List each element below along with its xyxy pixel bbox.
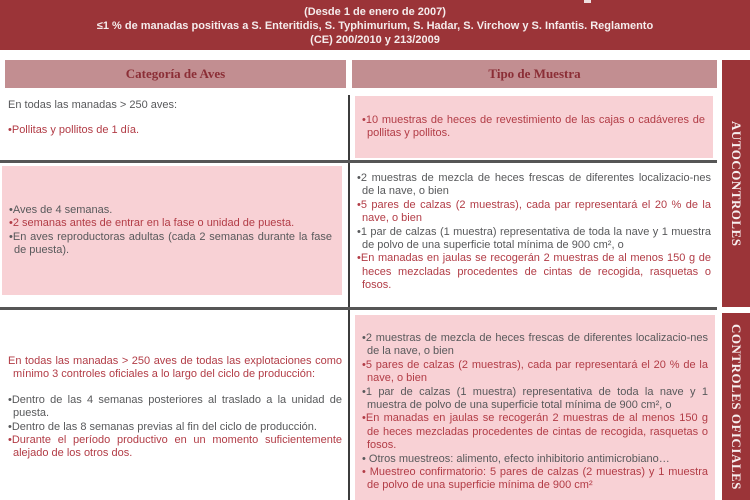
text-line: •2 muestras de mezcla de heces frescas de diferentes localizacio-nes de la nave, o bien: [362, 332, 708, 358]
text-line: •En aves reproductoras adultas (cada 2 semanas durante la fase de puesta).: [9, 230, 332, 256]
cropped-text-fragment: [584, 0, 591, 3]
cell-block: [355, 315, 715, 500]
section-label-controles-oficiales: CONTROLES OFICIALES: [729, 323, 744, 490]
text-line: En todas las manadas > 250 aves:: [8, 99, 178, 111]
text-line: •2 muestras de mezcla de heces frescas de diferentes localizacio-nes de la nave, o bien: [357, 172, 711, 198]
cell-tipo-muestra: [350, 310, 717, 500]
text-line: •1 par de calzas (1 muestra) representativa de toda la nave y 1 muestra de polvo de una superficie total mínima de 900 cm², o: [362, 385, 708, 412]
banner-line-1: (Desde 1 de enero de 2007): [304, 6, 446, 18]
cell-block: [355, 96, 713, 158]
text-line: •Pollitas y pollitos de 1 día.: [8, 124, 140, 137]
cell-categoria: [0, 95, 348, 160]
text-line: •2 semanas antes de entrar en la fase o unidad de puesta.: [9, 217, 295, 230]
banner-line-3: (CE) 200/2010 y 213/2009: [310, 34, 440, 46]
text-line: • Muestreo confirmatorio: 5 pares de calzas (2 muestras) y 1 muestra de polvo de una superficie mínima de 900 cm²: [362, 466, 708, 492]
text-line: •1 par de calzas (1 muestra) representativa de toda la nave y 1 muestra de polvo de una superficie total mínima de 900 cm², o: [357, 225, 711, 252]
text-line: •Aves de 4 semanas.: [9, 203, 113, 216]
cell-block: [0, 310, 348, 500]
text-line: •En manadas en jaulas se recogerán 2 muestras de al menos 150 g de heces mezcladas procedentes de cintas de recogida, rasquetas o fosos.: [357, 252, 711, 292]
table-row: [0, 310, 717, 500]
table-row: [0, 163, 717, 307]
text-line: •En manadas en jaulas se recogerán 2 muestras de al menos 150 g de heces mezcladas procedentes de cintas de recogida, rasquetas o fosos.: [362, 412, 708, 452]
cell-block: [2, 166, 342, 295]
section-label-autocontroles: AUTOCONTROLES: [729, 120, 744, 247]
cell-block: [350, 163, 717, 307]
text-line: •5 pares de calzas (2 muestras), cada par representará el 20 % de la nave, o bien: [362, 358, 708, 385]
column-header-categoria: Categoría de Aves: [5, 60, 346, 88]
cell-categoria: [0, 310, 348, 500]
section-bar-controles-oficiales: [722, 313, 750, 500]
table-row: [0, 95, 717, 160]
sampling-table: [0, 95, 717, 500]
text-line: •Dentro de las 4 semanas posteriores al traslado a la unidad de puesta.: [8, 393, 342, 420]
text-line: •Dentro de las 8 semanas previas al fin del ciclo de producción.: [8, 420, 317, 433]
text-line: En todas las manadas > 250 aves de todas las explotaciones como mínimo 3 controles oficiales a lo largo del ciclo de producción:: [8, 355, 342, 381]
cell-tipo-muestra: [350, 163, 717, 307]
regulation-banner: [0, 0, 750, 50]
text-line: •5 pares de calzas (2 muestras), cada par representará el 20 % de la nave, o bien: [357, 198, 711, 225]
text-line: •10 muestras de heces de revestimiento de las cajas o cadáveres de pollitas y pollitos.: [362, 113, 705, 139]
section-bar-autocontroles: [722, 60, 750, 307]
text-line: •Durante el período productivo en un momento suficientemente alejado de los otros dos.: [8, 434, 342, 460]
column-header-tipo-muestra: Tipo de Muestra: [352, 60, 717, 88]
cell-categoria: [0, 163, 348, 307]
cell-block: [0, 95, 348, 160]
cell-tipo-muestra: [350, 95, 717, 160]
text-line: • Otros muestreos: alimento, efecto inhibitorio antimicrobiano…: [362, 452, 670, 465]
banner-line-2: ≤1 % de manadas positivas a S. Enteritidis, S. Typhimurium, S. Hadar, S. Virchow y S. Infantis. Reglamento: [96, 20, 654, 32]
